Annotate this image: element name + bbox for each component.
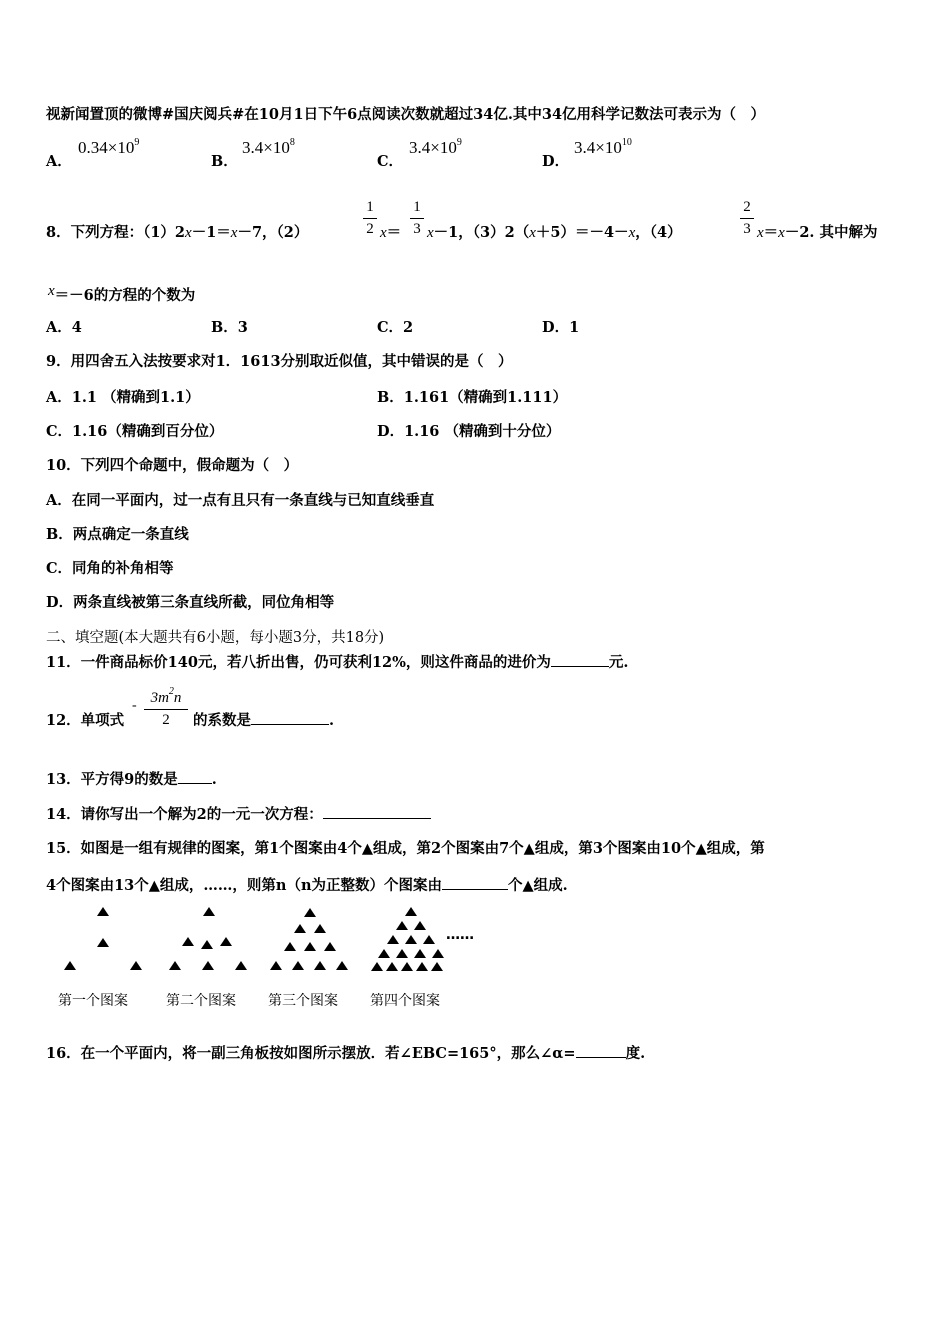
- pattern1-triangle: [97, 938, 109, 947]
- pattern4-triangle: [401, 962, 413, 971]
- q8-option-b: B．3: [211, 319, 248, 336]
- q12-text: 的系数是 .: [193, 712, 335, 729]
- q15-caption-3: 第三个图案: [268, 993, 338, 1009]
- q10-stem: 10．下列四个命题中，假命题为（ ）: [46, 457, 299, 474]
- q13-text: 13．平方得9的数是 .: [46, 771, 217, 788]
- q15-line2: 4个图案由13个▲组成，……，则第n（n为正整数）个图案由 个▲组成.: [46, 877, 568, 894]
- pattern2-triangle: [235, 961, 247, 970]
- pattern4-triangle: [386, 962, 398, 971]
- pattern4-triangle: [396, 921, 408, 930]
- q10-option-c: C．同角的补角相等: [46, 560, 174, 577]
- pattern3-triangle: [324, 942, 336, 951]
- q10-option-d: D．两条直线被第三条直线所截，同位角相等: [46, 594, 335, 611]
- q8-eq2-rest: x－1，（3）2（x＋5）＝－4－x，（4）: [427, 224, 682, 241]
- q8-option-a: A．4: [46, 319, 82, 336]
- pattern4-triangle: [371, 962, 383, 971]
- pattern3-triangle: [336, 961, 348, 970]
- q7-option-a-label: A．: [46, 153, 72, 170]
- q8-option-c: C．2: [377, 319, 414, 336]
- pattern3-triangle: [294, 924, 306, 933]
- q9-option-c: C．1.16（精确到百分位）: [46, 423, 224, 440]
- q7-option-c-label: C．: [377, 153, 404, 170]
- pattern2-triangle: [169, 961, 181, 970]
- q15-line1: 15．如图是一组有规律的图案，第1个图案由4个▲组成，第2个图案由7个▲组成，第3个图案由10个▲组成，第: [46, 840, 765, 857]
- q11-answer-blank: [551, 666, 609, 667]
- q11-text: 11．一件商品标价140元，若八折出售，仍可获利12%，则这件商品的进价为 元.: [46, 654, 629, 671]
- q10-option-a: A．在同一平面内，过一点有且只有一条直线与已知直线垂直: [46, 492, 435, 509]
- q14-text: 14．请你写出一个解为2的一元一次方程：: [46, 803, 431, 824]
- q8-fraction-two-thirds: 2 3: [740, 199, 754, 238]
- pattern3-triangle: [304, 908, 316, 917]
- q16-answer-blank: [576, 1057, 626, 1058]
- q15-caption-1: 第一个图案: [58, 993, 128, 1009]
- pattern2-triangle: [201, 940, 213, 949]
- q8-option-d: D．1: [542, 319, 580, 336]
- q7-option-c-value: $3.4\times 10^9$: [409, 137, 462, 157]
- pattern3-triangle: [304, 942, 316, 951]
- q7-option-b-label: B．: [211, 153, 238, 170]
- pattern3-triangle: [284, 942, 296, 951]
- q9-option-b: B．1.161（精确到1.111）: [377, 389, 568, 406]
- pattern4-triangle: [405, 907, 417, 916]
- pattern2-triangle: [182, 937, 194, 946]
- pattern4-triangle: [416, 962, 428, 971]
- q15-continuation-dots: ……: [446, 927, 474, 943]
- pattern4-triangle: [414, 921, 426, 930]
- q15-answer-blank: [442, 889, 508, 890]
- pattern4-triangle: [431, 962, 443, 971]
- q7-stem: 视新闻置顶的微博#国庆阅兵#在10月1日下午6点阅读次数就超过34亿.其中34亿用科学记数法可表示为（ ）: [46, 106, 766, 123]
- q12-fraction: $3m^2n$ 2: [144, 686, 188, 729]
- q9-stem: 9．用四舍五入法按要求对1．1613分别取近似值，其中错误的是（ ）: [46, 353, 513, 370]
- q9-option-a: A．1.1 （精确到1.1）: [46, 389, 200, 406]
- pattern2-triangle: [220, 937, 232, 946]
- q15-caption-2: 第二个图案: [166, 993, 236, 1009]
- pattern4-triangle: [378, 949, 390, 958]
- q13-answer-blank: [178, 783, 212, 784]
- pattern1-triangle: [130, 961, 142, 970]
- pattern4-triangle: [414, 949, 426, 958]
- pattern2-triangle: [202, 961, 214, 970]
- pattern3-triangle: [270, 961, 282, 970]
- pattern4-triangle: [432, 949, 444, 958]
- pattern2-triangle: [203, 907, 215, 916]
- q8-line1: 8．下列方程：（1）2x－1＝x－7，（2）: [46, 224, 309, 241]
- q7-option-d-label: D．: [542, 153, 570, 170]
- q12-prefix: 12．单项式: [46, 712, 125, 729]
- q9-option-d: D．1.16 （精确到十分位）: [377, 423, 561, 440]
- pattern3-triangle: [314, 924, 326, 933]
- q12-minus-sign: -: [132, 698, 137, 713]
- q7-option-b-value: $3.4\times 10^8$: [242, 137, 295, 157]
- q8-fraction-one-half: 1 2: [363, 199, 377, 238]
- pattern4-triangle: [387, 935, 399, 944]
- q8-eq2: x＝: [380, 224, 402, 241]
- q8-line2: x＝－6的方程的个数为: [48, 283, 196, 304]
- q8-eq4: x＝x－2. 其中解为: [757, 224, 878, 241]
- q7-option-a-value: $0.34\times 10^9$: [78, 137, 140, 157]
- pattern3-triangle: [292, 961, 304, 970]
- q8-fraction-one-third: 1 3: [410, 199, 424, 238]
- pattern4-triangle: [423, 935, 435, 944]
- pattern4-triangle: [396, 949, 408, 958]
- q15-caption-4: 第四个图案: [370, 993, 440, 1009]
- pattern1-triangle: [97, 907, 109, 916]
- q10-option-b: B．两点确定一条直线: [46, 526, 189, 543]
- pattern3-triangle: [314, 961, 326, 970]
- pattern4-triangle: [405, 935, 417, 944]
- q7-option-d-value: $3.4\times 10^{10}$: [574, 137, 632, 157]
- q12-answer-blank: [251, 724, 329, 725]
- pattern1-triangle: [64, 961, 76, 970]
- q16-text: 16．在一个平面内，将一副三角板按如图所示摆放．若∠EBC=165°，那么∠α= 度.: [46, 1045, 646, 1062]
- section-heading-fill-in: 二、填空题(本大题共有6小题，每小题3分，共18分): [46, 630, 385, 646]
- q14-answer-blank: [323, 818, 431, 819]
